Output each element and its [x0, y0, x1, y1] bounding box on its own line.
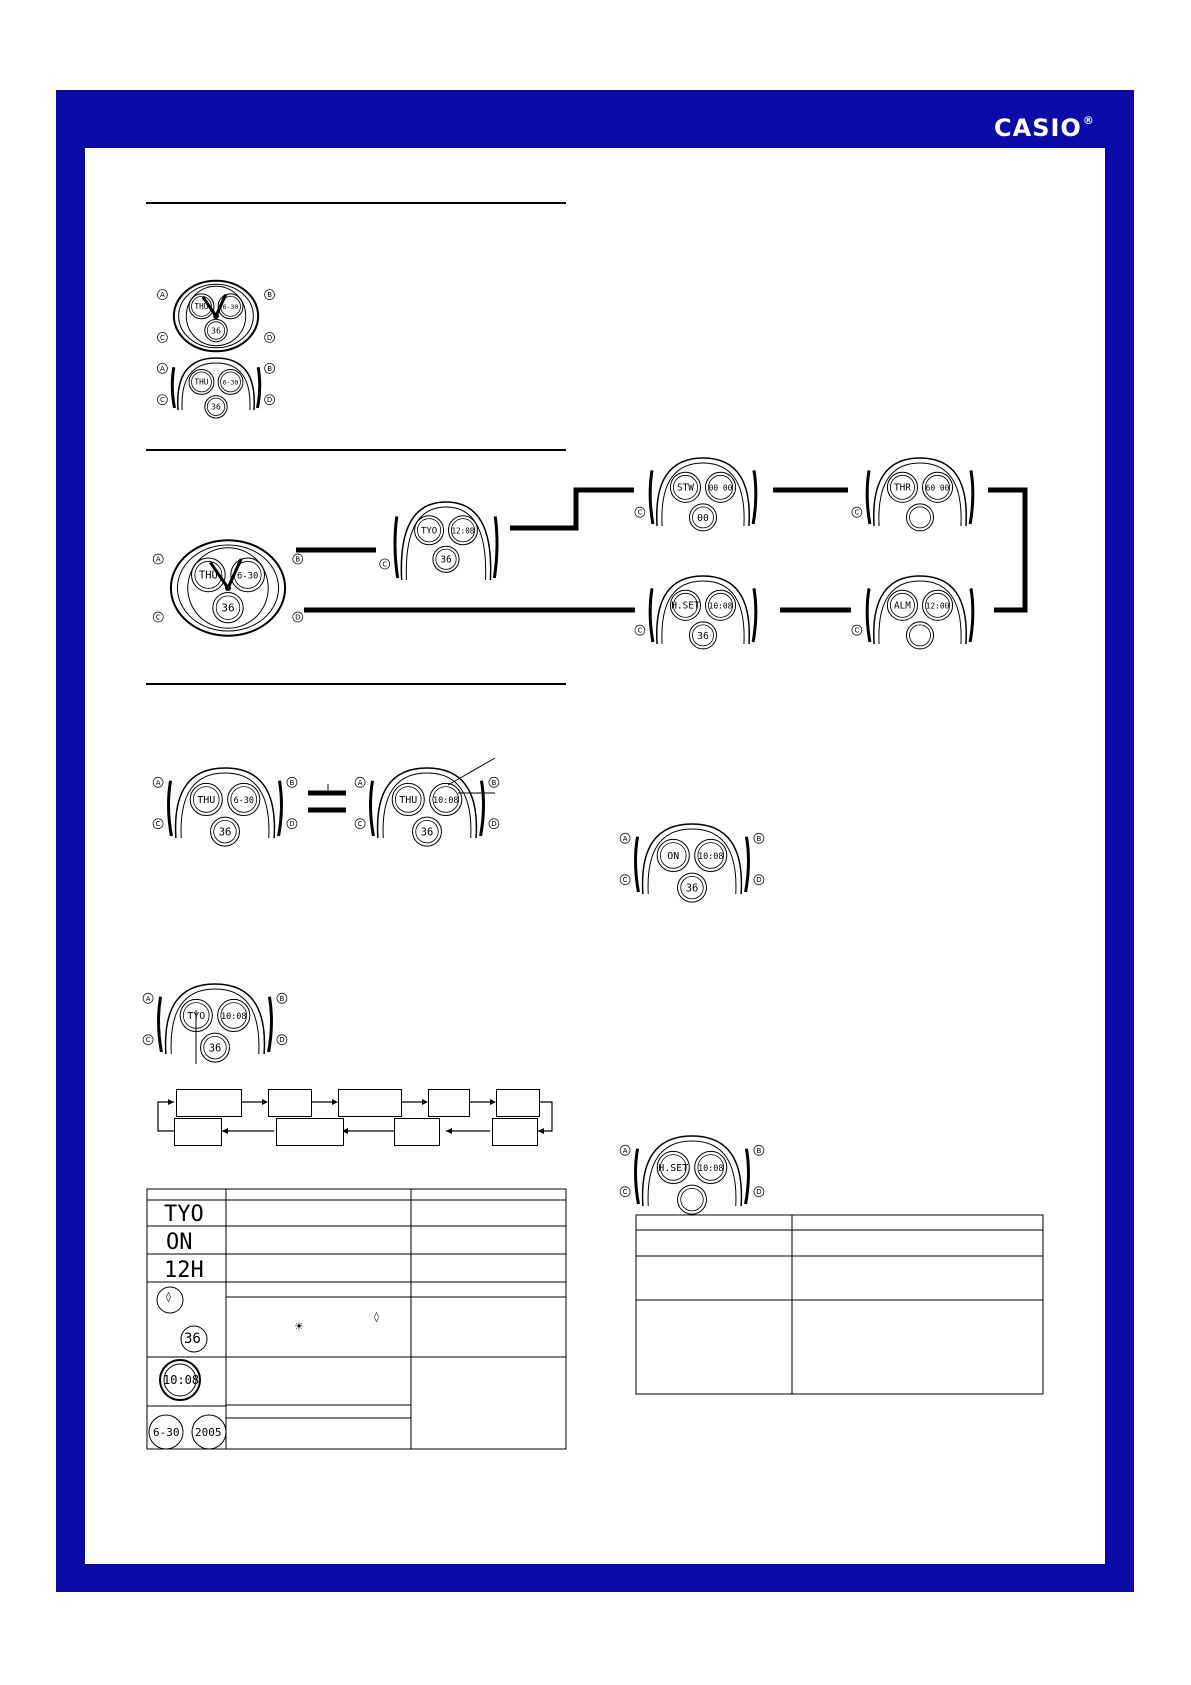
button-label-text: A [622, 834, 628, 843]
lcd-center: 36 [218, 826, 232, 839]
table-icon-date: 6-30 [153, 1426, 180, 1439]
lcd-left: H.SET [658, 1163, 689, 1175]
button-label-text: D [756, 876, 762, 885]
lcd-left: THU [194, 377, 209, 387]
button-label-text: D [289, 820, 295, 829]
button-label-text: D [266, 396, 273, 405]
button-label-text: A [159, 364, 165, 373]
lcd-center: 00 [697, 512, 709, 524]
button-label-text: D [756, 1188, 762, 1197]
button-label-text: B [289, 778, 295, 787]
lcd-left: ALM [894, 600, 911, 612]
table-icon-dst: ON [166, 1230, 193, 1255]
lcd-right: 60 00 [925, 483, 950, 493]
lcd-left: STW [677, 482, 694, 494]
lcd-left: THU [198, 569, 218, 582]
button-label-text: C [159, 396, 165, 405]
lcd-left: TYO [420, 526, 438, 537]
button-label-text: B [491, 778, 497, 787]
button-label-text: C [145, 1036, 151, 1045]
button-label-text: A [145, 994, 151, 1003]
button-label-text: A [622, 1146, 628, 1155]
lcd-right: 10:08 [221, 1011, 247, 1022]
button-label-text: C [155, 613, 161, 622]
button-label-text: C [622, 1188, 628, 1197]
button-label-text: B [267, 364, 273, 373]
button-label-text: C [854, 626, 860, 635]
table-icon-time: 10:08 [163, 1373, 200, 1387]
lcd-right: 00 00 [708, 483, 733, 493]
brand-text: CASIO [994, 114, 1082, 142]
lcd-center: 36 [685, 882, 699, 895]
button-label-text: D [491, 820, 497, 829]
lcd-right: 6-30 [222, 378, 239, 387]
lcd-right: 10:08 [708, 601, 733, 611]
lcd-center: 36 [440, 554, 452, 566]
lcd-right: 12:08 [451, 526, 475, 536]
lcd-center: 36 [211, 401, 221, 412]
lcd-left: ON [667, 851, 680, 863]
button-label-text: A [357, 778, 363, 787]
table-icon-year: 2005 [195, 1426, 222, 1439]
lcd-right: 10:08 [698, 851, 724, 862]
lcd-right: 6-30 [236, 571, 259, 582]
button-label-text: B [279, 994, 285, 1003]
lcd-left: THU [399, 795, 418, 807]
table-icon-city: TYO [164, 1202, 204, 1227]
button-label-text: B [295, 555, 301, 564]
lcd-center: 36 [208, 1042, 222, 1055]
diamond-icon: ◊ [374, 1312, 379, 1323]
lcd-center: 36 [211, 325, 221, 336]
lcd-right: 12:00 [925, 601, 950, 611]
button-label-text: C [854, 508, 860, 517]
button-label-text: D [266, 333, 273, 342]
lcd-right: 6-30 [222, 303, 239, 312]
button-label-text: B [267, 291, 273, 300]
table-icon-format: 12H [164, 1258, 204, 1283]
diamond-icon: ◊ [166, 1292, 171, 1303]
lcd-right: 6-30 [233, 795, 254, 806]
lcd-left: THU [197, 795, 216, 807]
button-label-text: D [295, 613, 301, 622]
button-label-text: B [756, 1146, 762, 1155]
table-icon-center-dial: 36 [184, 1331, 201, 1347]
button-label-text: A [155, 778, 161, 787]
button-label-text: C [357, 820, 363, 829]
button-label-text: C [155, 820, 161, 829]
button-label-text: C [637, 508, 643, 517]
button-label-text: A [159, 291, 165, 300]
lcd-left: TYO [187, 1011, 206, 1023]
button-label-text: B [756, 834, 762, 843]
lcd-left: H.SET [671, 600, 700, 612]
button-label-text: C [622, 876, 628, 885]
lcd-left: THU [194, 302, 209, 312]
sun-icon: ☀ [294, 1320, 304, 1333]
lcd-right: 10:08 [698, 1163, 724, 1174]
button-label-text: D [279, 1036, 285, 1045]
lcd-center: 36 [697, 630, 709, 642]
button-label-text: A [155, 555, 161, 564]
lcd-right: 10:08 [433, 795, 459, 806]
button-label-text: C [382, 560, 388, 569]
button-label-text: C [637, 626, 643, 635]
lcd-center: 36 [420, 826, 434, 839]
button-label-text: C [159, 333, 165, 342]
registered-mark: ® [1082, 114, 1095, 127]
lcd-left: THR [894, 482, 911, 494]
lcd-center: 36 [221, 601, 235, 615]
